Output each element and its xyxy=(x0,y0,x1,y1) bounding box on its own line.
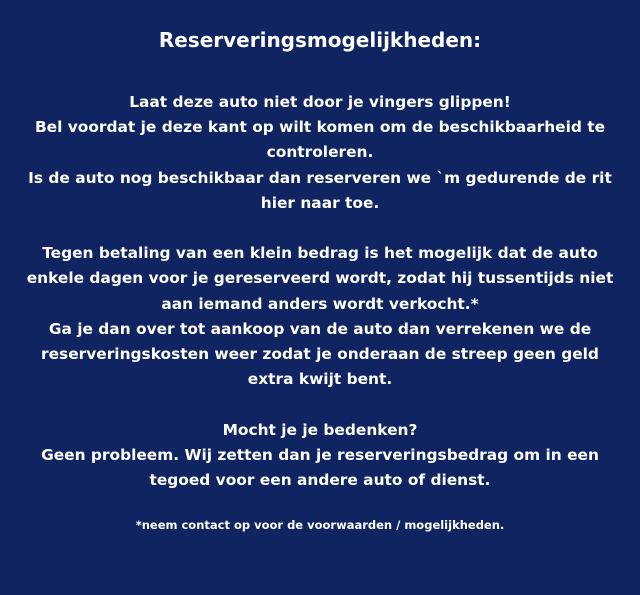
text-line: hier naar toe. xyxy=(260,193,380,212)
text-line: Geen probleem. Wij zetten dan je reserveringsbedrag om in een xyxy=(41,445,599,464)
paragraph-spacer xyxy=(20,392,620,417)
text-line: Laat deze auto niet door je vingers glippen! xyxy=(129,93,511,111)
text-line: Ga je dan over tot aankoop van de auto dan verrekenen we de xyxy=(48,319,592,338)
body-text xyxy=(20,90,620,493)
text-line: Bel voordat je deze kant op wilt komen om de beschikbaarheid te xyxy=(34,118,606,137)
paragraph-reservation-fee xyxy=(20,241,620,392)
text-line: Mocht je je bedenken? xyxy=(222,420,418,439)
paragraph-change-of-mind xyxy=(20,418,620,494)
text-line: extra kwijt bent. xyxy=(247,370,393,389)
paragraph-availability xyxy=(20,90,620,216)
page-title: Reserveringsmogelijkheden: xyxy=(158,28,482,52)
text-line: tegoed voor een andere auto of dienst. xyxy=(149,471,491,490)
text-line: controleren. xyxy=(266,143,374,162)
footnote: *neem contact op voor de voorwaarden / mogelijkheden. xyxy=(135,518,505,532)
text-line: Tegen betaling van een klein bedrag is het mogelijk dat de auto xyxy=(42,244,598,263)
text-line: aan iemand anders wordt verkocht.* xyxy=(161,294,479,313)
text-line: reserveringskosten weer zodat je onderaan de streep geen geld xyxy=(41,345,599,364)
text-line: Is de auto nog beschikbaar dan reserveren we `m gedurende de rit xyxy=(28,168,612,187)
text-line: enkele dagen voor je gereserveerd wordt, zodat hij tussentijds niet xyxy=(26,269,614,288)
paragraph-spacer xyxy=(20,216,620,241)
